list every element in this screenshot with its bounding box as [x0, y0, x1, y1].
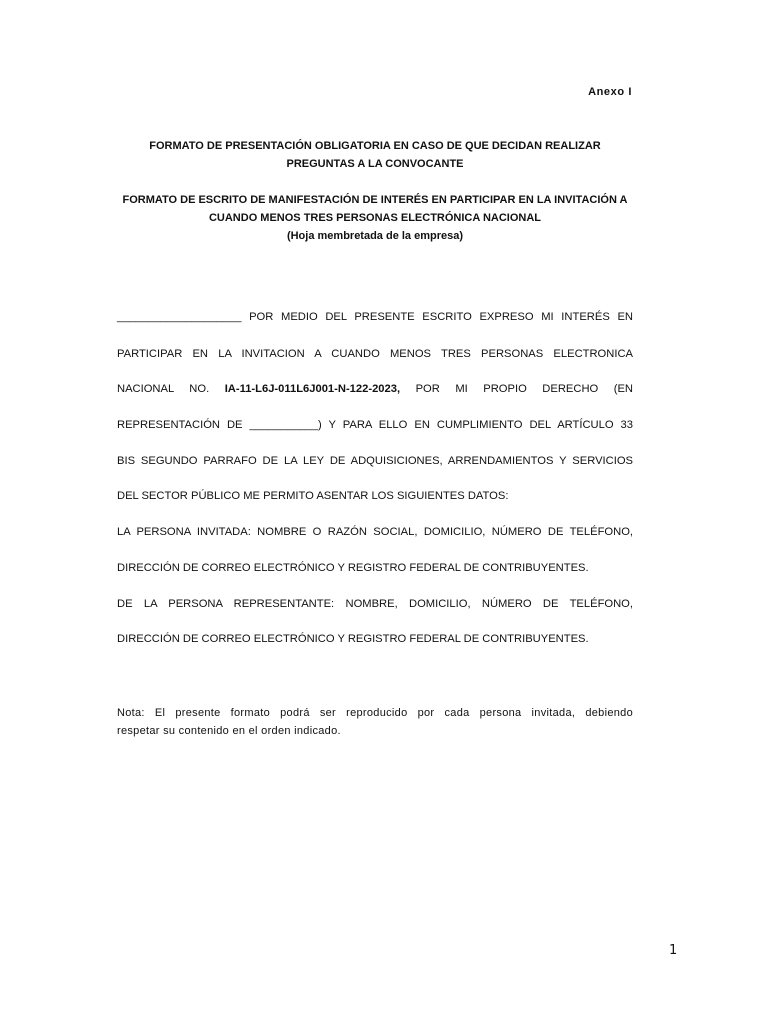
body-line-2: PARTICIPAR EN LA INVITACION A CUANDO MENOS TRES PERSONAS ELECTRONICA: [117, 348, 633, 360]
body-line-1: ____________________ POR MEDIO DEL PRESENTE ESCRITO EXPRESO MI INTERÉS EN: [117, 311, 633, 323]
body-line-10: DIRECCIÓN DE CORREO ELECTRÓNICO Y REGISTRO FEDERAL DE CONTRIBUYENTES.: [117, 633, 589, 645]
body-line-6: DEL SECTOR PÚBLICO ME PERMITO ASENTAR LOS SIGUIENTES DATOS:: [117, 490, 509, 502]
body-line-3-suffix: POR MI PROPIO DERECHO (EN: [415, 383, 634, 395]
body-line-8: DIRECCIÓN DE CORREO ELECTRÓNICO Y REGISTRO FEDERAL DE CONTRIBUYENTES.: [117, 562, 589, 574]
document-title: FORMATO DE PRESENTACIÓN OBLIGATORIA EN CASO DE QUE DECIDAN REALIZAR PREGUNTAS A LA CONVOCANTE: [149, 140, 601, 170]
document-subtitle: FORMATO DE ESCRITO DE MANIFESTACIÓN DE INTERÉS EN PARTICIPAR EN LA INVITACIÓN A CUANDO MENOS TRES PERSONAS ELECTRÓNICA NACIONAL: [122, 194, 628, 224]
body-line-4: REPRESENTACIÓN DE ___________) Y PARA ELLO EN CUMPLIMIENTO DEL ARTÍCULO 33: [117, 419, 633, 431]
body-line-5: BIS SEGUNDO PARRAFO DE LA LEY DE ADQUISICIONES, ARRENDAMIENTOS Y SERVICIOS: [117, 455, 633, 467]
invitation-code: IA-11-L6J-011L6J001-N-122-2023,: [224, 383, 401, 395]
note-line-1: Nota: El presente formato podrá ser reproducido por cada persona invitada, debiendo: [117, 707, 633, 719]
letterhead-note: (Hoja membretada de la empresa): [286, 230, 464, 242]
annex-label: Anexo I: [588, 86, 632, 98]
note-paragraph: [117, 704, 633, 740]
body-line-3-prefix: NACIONAL NO.: [117, 383, 210, 395]
body-line-7: LA PERSONA INVITADA: NOMBRE O RAZÓN SOCIAL, DOMICILIO, NÚMERO DE TELÉFONO,: [117, 526, 633, 538]
body-line-3: [117, 381, 633, 398]
note-line-2: respetar su contenido en el orden indicado.: [117, 725, 341, 737]
page-number: 1: [669, 943, 678, 958]
body-line-9: DE LA PERSONA REPRESENTANTE: NOMBRE, DOMICILIO, NÚMERO DE TELÉFONO,: [117, 598, 633, 610]
